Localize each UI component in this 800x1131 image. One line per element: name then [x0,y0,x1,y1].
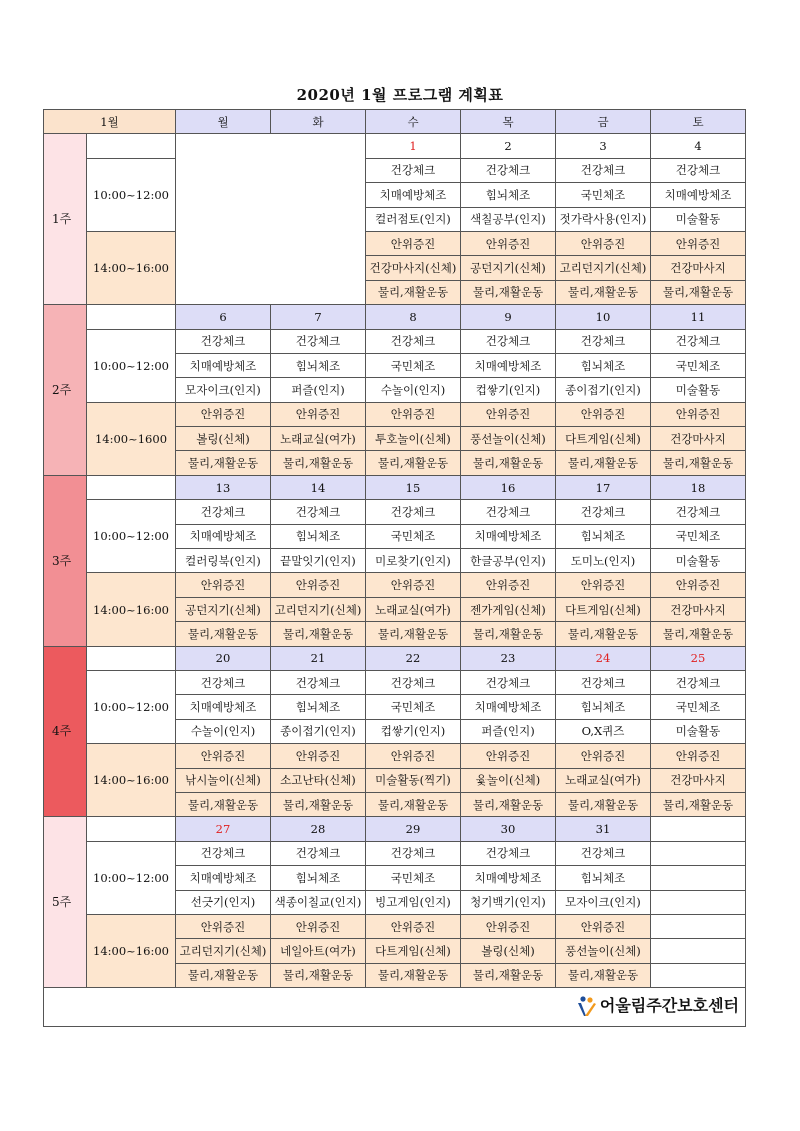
center-logo-icon [575,995,597,1017]
activity-cell: 노래교실(여가) [366,597,461,621]
activity-cell: 물리,재활운동 [366,792,461,816]
activity-cell: 수놀이(인지) [366,378,461,402]
activity-cell: 힘뇌체조 [556,695,651,719]
activity-cell: 끝말잇기(인지) [271,549,366,573]
activity-cell: 젓가락사용(인지) [556,207,651,231]
activity-cell: 건강체크 [271,329,366,353]
activity-cell: 도미노(인지) [556,549,651,573]
date-sat: 25 [651,646,746,670]
week-label: 5주 [44,817,87,988]
date-wed: 15 [366,475,461,499]
activity-cell: 네일아트(여가) [271,939,366,963]
activity-cell: 물리,재활운동 [556,280,651,304]
activity-cell: 물리,재활운동 [176,451,271,475]
date-thu: 23 [461,646,556,670]
activity-cell: 색종이칠교(인지) [271,890,366,914]
activity-cell: 국민체조 [366,524,461,548]
activity-cell: 안위증진 [651,573,746,597]
activity-cell: 물리,재활운동 [556,792,651,816]
activity-cell: 물리,재활운동 [461,280,556,304]
activity-cell: 컬러점토(인지) [366,207,461,231]
activity-cell: 국민체조 [651,695,746,719]
month-header: 1월 [44,110,176,134]
activity-cell: 수놀이(인지) [176,719,271,743]
activity-cell: 건강체크 [556,670,651,694]
activity-cell: 퍼즐(인지) [461,719,556,743]
date-fri: 31 [556,817,651,841]
activity-cell: 안위증진 [271,744,366,768]
date-row [44,646,746,670]
activity-cell: 윷놀이(신체) [461,768,556,792]
activity-cell: 건강마사지 [651,256,746,280]
pm-activity-row [44,914,746,938]
day-header-tue: 화 [271,110,366,134]
date-tue: 28 [271,817,366,841]
activity-cell: 국민체조 [366,866,461,890]
activity-cell: 건강체크 [556,500,651,524]
am-time-label: 10:00~12:00 [87,670,176,743]
activity-cell: 건강체크 [271,841,366,865]
activity-cell: 물리,재활운동 [366,280,461,304]
page-title: 2020년 1월 프로그램 계획표 [296,86,504,104]
pm-activity-row [44,402,746,426]
activity-cell: 힘뇌체조 [556,353,651,377]
activity-cell: 건강체크 [651,158,746,182]
date-row-blank [87,475,176,499]
date-row [44,817,746,841]
activity-cell: 물리,재활운동 [651,451,746,475]
date-row-blank [87,646,176,670]
activity-cell: 안위증진 [461,573,556,597]
center-logo [575,995,739,1017]
activity-cell: 건강체크 [461,329,556,353]
pm-time-label: 14:00~16:00 [87,914,176,987]
activity-cell: 건강체크 [651,670,746,694]
date-thu: 9 [461,305,556,329]
activity-cell: 볼링(신체) [176,427,271,451]
activity-cell: 안위증진 [556,402,651,426]
activity-cell: 건강체크 [461,158,556,182]
date-mon: 6 [176,305,271,329]
activity-cell: 청기백기(인지) [461,890,556,914]
week-label: 1주 [44,134,87,305]
date-row [44,305,746,329]
day-header-wed: 수 [366,110,461,134]
activity-cell: 건강마사지(신체) [366,256,461,280]
activity-cell: 안위증진 [556,573,651,597]
activity-cell: 미술활동 [651,207,746,231]
activity-cell: 치매예방체조 [176,695,271,719]
activity-cell: 색칠공부(인지) [461,207,556,231]
activity-cell: 퍼즐(인지) [271,378,366,402]
date-fri: 17 [556,475,651,499]
empty-cell [176,134,366,305]
activity-cell: 건강체크 [366,158,461,182]
activity-cell: 안위증진 [461,402,556,426]
date-sat: 18 [651,475,746,499]
activity-cell: 미술활동 [651,378,746,402]
header-row [44,110,746,134]
activity-cell: 안위증진 [461,231,556,255]
activity-cell: 공던지기(신체) [461,256,556,280]
activity-cell: 젠가게임(신체) [461,597,556,621]
activity-cell: 건강체크 [461,841,556,865]
activity-cell: 건강체크 [176,841,271,865]
activity-cell: 안위증진 [556,744,651,768]
activity-cell: 물리,재활운동 [176,963,271,987]
activity-cell: 낚시놀이(신체) [176,768,271,792]
activity-cell: 볼링(신체) [461,939,556,963]
activity-cell: 힘뇌체조 [556,866,651,890]
date-fri: 3 [556,134,651,158]
activity-cell: 선긋기(인지) [176,890,271,914]
am-activity-row [44,329,746,353]
activity-cell: 국민체조 [651,353,746,377]
date-row [44,475,746,499]
activity-cell: 다트게임(신체) [556,427,651,451]
activity-cell: 건강체크 [461,500,556,524]
day-header-thu: 목 [461,110,556,134]
activity-cell: 고리던지기(신체) [556,256,651,280]
activity-cell: 물리,재활운동 [271,792,366,816]
activity-cell: 치매예방체조 [461,866,556,890]
pm-time-label: 14:00~16:00 [87,744,176,817]
activity-cell: 안위증진 [366,231,461,255]
program-schedule-table [43,109,746,1027]
activity-cell: 건강체크 [366,670,461,694]
week-label: 4주 [44,646,87,817]
am-time-label: 10:00~12:00 [87,329,176,402]
activity-cell: 종이접기(인지) [556,378,651,402]
date-wed: 8 [366,305,461,329]
activity-cell: O,X퀴즈 [556,719,651,743]
activity-cell: 건강마사지 [651,597,746,621]
date-wed: 1 [366,134,461,158]
activity-cell: 치매예방체조 [366,183,461,207]
activity-cell [651,841,746,865]
pm-time-label: 14:00~16:00 [87,231,176,304]
activity-cell: 치매예방체조 [176,866,271,890]
activity-cell: 물리,재활운동 [461,451,556,475]
activity-cell: 치매예방체조 [651,183,746,207]
activity-cell: 치매예방체조 [461,524,556,548]
footer-cell [44,988,746,1027]
activity-cell: 안위증진 [176,914,271,938]
activity-cell: 안위증진 [651,744,746,768]
activity-cell: 건강체크 [556,841,651,865]
activity-cell: 치매예방체조 [461,353,556,377]
week-label: 3주 [44,475,87,646]
am-time-label: 10:00~12:00 [87,500,176,573]
activity-cell: 안위증진 [366,573,461,597]
date-tue: 21 [271,646,366,670]
activity-cell: 물리,재활운동 [461,792,556,816]
activity-cell: 힘뇌체조 [271,695,366,719]
am-time-label: 10:00~12:00 [87,158,176,231]
activity-cell: 건강체크 [271,500,366,524]
activity-cell: 노래교실(여가) [271,427,366,451]
activity-cell: 고리던지기(신체) [271,597,366,621]
footer-row [44,988,746,1027]
am-activity-row [44,500,746,524]
pm-time-label: 14:00~16:00 [87,573,176,646]
activity-cell: 물리,재활운동 [556,451,651,475]
activity-cell: 풍선놀이(신체) [556,939,651,963]
activity-cell: 미로찾기(인지) [366,549,461,573]
activity-cell: 컵쌓기(인지) [366,719,461,743]
date-fri: 10 [556,305,651,329]
activity-cell: 건강체크 [366,841,461,865]
am-activity-row [44,841,746,865]
activity-cell: 다트게임(신체) [556,597,651,621]
activity-cell: 물리,재활운동 [366,451,461,475]
pm-time-label: 14:00~1600 [87,402,176,475]
am-time-label: 10:00~12:00 [87,841,176,914]
date-row-blank [87,305,176,329]
activity-cell: 건강체크 [271,670,366,694]
date-sat: 4 [651,134,746,158]
activity-cell [651,890,746,914]
activity-cell: 치매예방체조 [176,524,271,548]
activity-cell: 안위증진 [461,914,556,938]
activity-cell: 물리,재활운동 [461,963,556,987]
date-sat: 11 [651,305,746,329]
activity-cell: 미술활동 [651,719,746,743]
day-header-fri: 금 [556,110,651,134]
activity-cell: 건강체크 [651,329,746,353]
activity-cell: 국민체조 [366,695,461,719]
date-wed: 22 [366,646,461,670]
pm-activity-row [44,573,746,597]
activity-cell: 건강체크 [556,158,651,182]
day-header-mon: 월 [176,110,271,134]
activity-cell: 물리,재활운동 [556,622,651,646]
activity-cell: 풍선놀이(신체) [461,427,556,451]
date-tue: 14 [271,475,366,499]
activity-cell: 안위증진 [271,914,366,938]
activity-cell: 미술활동(찍기) [366,768,461,792]
center-name: 어울림주간보호센터 [599,995,739,1015]
activity-cell: 물리,재활운동 [366,622,461,646]
am-activity-row [44,158,746,182]
activity-cell: 힘뇌체조 [271,866,366,890]
activity-cell: 물리,재활운동 [176,792,271,816]
activity-cell: 국민체조 [366,353,461,377]
activity-cell [651,914,746,938]
activity-cell: 안위증진 [271,402,366,426]
activity-cell: 안위증진 [556,231,651,255]
activity-cell [651,963,746,987]
activity-cell: 투호놀이(신체) [366,427,461,451]
activity-cell: 컬러링북(인지) [176,549,271,573]
activity-cell [651,939,746,963]
date-thu: 30 [461,817,556,841]
activity-cell: 치매예방체조 [461,695,556,719]
date-thu: 16 [461,475,556,499]
activity-cell: 모자이크(인지) [556,890,651,914]
activity-cell [651,866,746,890]
activity-cell: 모자이크(인지) [176,378,271,402]
activity-cell: 물리,재활운동 [651,622,746,646]
activity-cell: 건강체크 [176,329,271,353]
activity-cell: 물리,재활운동 [271,622,366,646]
date-tue: 7 [271,305,366,329]
activity-cell: 다트게임(신체) [366,939,461,963]
date-row-blank [87,817,176,841]
activity-cell: 빙고게임(인지) [366,890,461,914]
activity-cell: 안위증진 [651,231,746,255]
activity-cell: 컵쌓기(인지) [461,378,556,402]
week-label: 2주 [44,305,87,476]
activity-cell: 물리,재활운동 [651,280,746,304]
activity-cell: 물리,재활운동 [271,451,366,475]
activity-cell: 미술활동 [651,549,746,573]
activity-cell: 힘뇌체조 [271,353,366,377]
pm-activity-row [44,231,746,255]
activity-cell: 안위증진 [176,402,271,426]
activity-cell: 물리,재활운동 [271,963,366,987]
activity-cell: 건강체크 [176,500,271,524]
activity-cell: 건강체크 [366,329,461,353]
activity-cell: 국민체조 [556,183,651,207]
activity-cell: 물리,재활운동 [556,963,651,987]
activity-cell: 소고난타(신체) [271,768,366,792]
activity-cell: 안위증진 [366,402,461,426]
activity-cell: 안위증진 [176,573,271,597]
activity-cell: 안위증진 [271,573,366,597]
activity-cell: 고리던지기(신체) [176,939,271,963]
activity-cell: 안위증진 [366,744,461,768]
activity-cell: 건강체크 [651,500,746,524]
activity-cell: 치매예방체조 [176,353,271,377]
activity-cell: 국민체조 [651,524,746,548]
date-mon: 27 [176,817,271,841]
date-fri: 24 [556,646,651,670]
activity-cell: 힘뇌체조 [556,524,651,548]
activity-cell: 공던지기(신체) [176,597,271,621]
pm-activity-row [44,744,746,768]
activity-cell: 건강마사지 [651,427,746,451]
activity-cell: 건강체크 [461,670,556,694]
date-sat [651,817,746,841]
activity-cell: 힘뇌체조 [461,183,556,207]
activity-cell: 안위증진 [556,914,651,938]
am-activity-row [44,670,746,694]
activity-cell: 건강체크 [176,670,271,694]
activity-cell: 안위증진 [461,744,556,768]
activity-cell: 노래교실(여가) [556,768,651,792]
activity-cell: 물리,재활운동 [366,963,461,987]
date-row-blank [87,134,176,158]
activity-cell: 힘뇌체조 [271,524,366,548]
activity-cell: 종이접기(인지) [271,719,366,743]
activity-cell: 물리,재활운동 [651,792,746,816]
activity-cell: 물리,재활운동 [176,622,271,646]
date-thu: 2 [461,134,556,158]
date-wed: 29 [366,817,461,841]
activity-cell: 건강체크 [556,329,651,353]
date-mon: 13 [176,475,271,499]
date-row [44,134,746,158]
day-header-sat: 토 [651,110,746,134]
activity-cell: 건강마사지 [651,768,746,792]
date-mon: 20 [176,646,271,670]
activity-cell: 안위증진 [176,744,271,768]
activity-cell: 물리,재활운동 [461,622,556,646]
activity-cell: 한글공부(인지) [461,549,556,573]
activity-cell: 안위증진 [366,914,461,938]
activity-cell: 건강체크 [366,500,461,524]
activity-cell: 안위증진 [651,402,746,426]
